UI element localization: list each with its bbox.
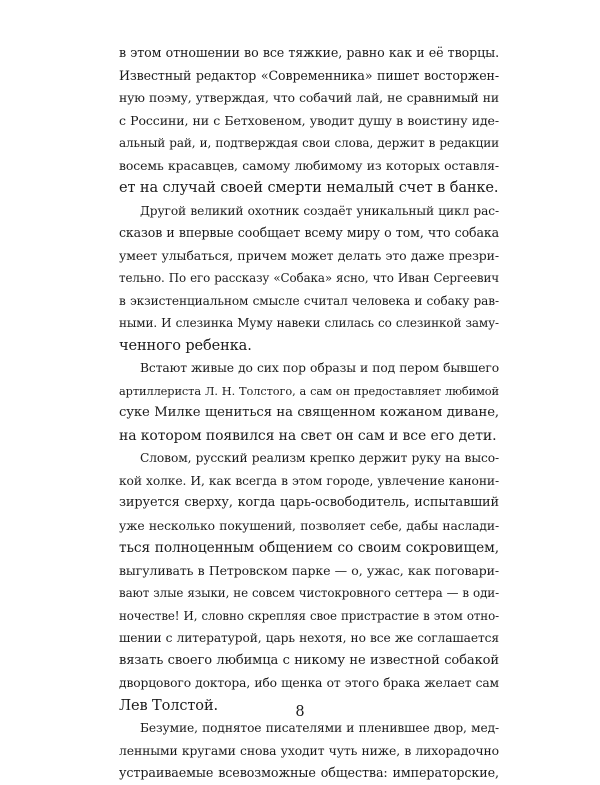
text-line: Известный редактор «Современника» пишет восторжен- (119, 67, 499, 83)
text-line: альный рай, и, подтверждая свои слова, держит в редакции (119, 136, 499, 150)
paragraph (119, 447, 499, 717)
paragraph (119, 200, 499, 358)
text-line: артиллериста Л. Н. Толстого, а сам он предоставляет любимой (119, 383, 499, 398)
text-line: ченного ребенка. (119, 337, 252, 354)
text-line: с Россини, ни с Бетховеном, уводит душу в воистину иде- (119, 112, 499, 128)
text-line: Другой великий охотник создаёт уникальный цикл рас- (140, 203, 499, 218)
text-line: ную поэму, утверждая, что собачий лай, не сравнимый ни (119, 91, 499, 105)
text-line: умеет улыбаться, причем может делать это даже презри- (119, 247, 499, 263)
text-line: суке Милке щениться на священном кожаном диване, (119, 405, 499, 420)
text-line: уже несколько покушений, позволяет себе, дабы наслади- (119, 518, 499, 533)
body-text (119, 42, 499, 785)
text-line: Безумие, поднятое писателями и пленившее двор, мед- (140, 721, 499, 735)
text-line: Встают живые до сих пор образы и под пером бывшего (140, 361, 499, 375)
text-line: Лев Толстой. (119, 697, 219, 714)
text-line: кой холке. И, как всегда в этом городе, увлечение канони- (119, 473, 499, 488)
text-line: ленными кругами снова уходит чуть ниже, в лихорадочно (119, 743, 499, 758)
text-line: тельно. По его рассказу «Собака» ясно, что Иван Сергеевич (119, 271, 499, 285)
text-line: Словом, русский реализм крепко держит руку на высо- (140, 451, 499, 465)
text-line: выгуливать в Петровском парке — о, ужас, как поговари- (119, 562, 499, 578)
text-line: шении с литературой, царь нехотя, но все же соглашается (119, 631, 499, 645)
text-line: вязать своего любимца с никому не известной собакой (119, 652, 499, 668)
paragraph (119, 42, 499, 200)
page-number: 8 (295, 704, 305, 720)
text-line: ться полноценным общением со своим сокровищем, (119, 540, 499, 556)
text-line: сказов и впервые сообщает всему миру о том, что собака (119, 225, 499, 240)
text-line: в этом отношении во все тяжкие, равно как и её творцы. (119, 45, 499, 60)
text-line: устраиваемые всевозможные общества: императорские, (119, 765, 499, 780)
text-line: ночестве! И, словно скрепляя свое пристрастие в этом отно- (119, 608, 499, 623)
text-line: дворцового доктора, ибо щенка от этого брака желает сам (119, 676, 499, 690)
paragraph (119, 357, 499, 447)
text-line: в экзистенциальном смысле считал человека и собаку рав- (119, 293, 499, 308)
text-line: вают злые языки, не совсем чистокровного сеттера — в оди- (119, 586, 499, 600)
text-line: ными. И слезинка Муму навеки слилась со слезинкой заму- (119, 316, 499, 330)
text-line: на котором появился на свет он сам и все его дети. (119, 427, 497, 444)
text-line: зируется сверху, когда царь-освободитель, испытавший (119, 495, 499, 510)
text-line: восемь красавцев, самому любимому из которых оставля- (119, 157, 499, 173)
paragraph (119, 717, 499, 785)
text-line: ет на случай своей смерти немалый счет в банке. (119, 180, 499, 196)
